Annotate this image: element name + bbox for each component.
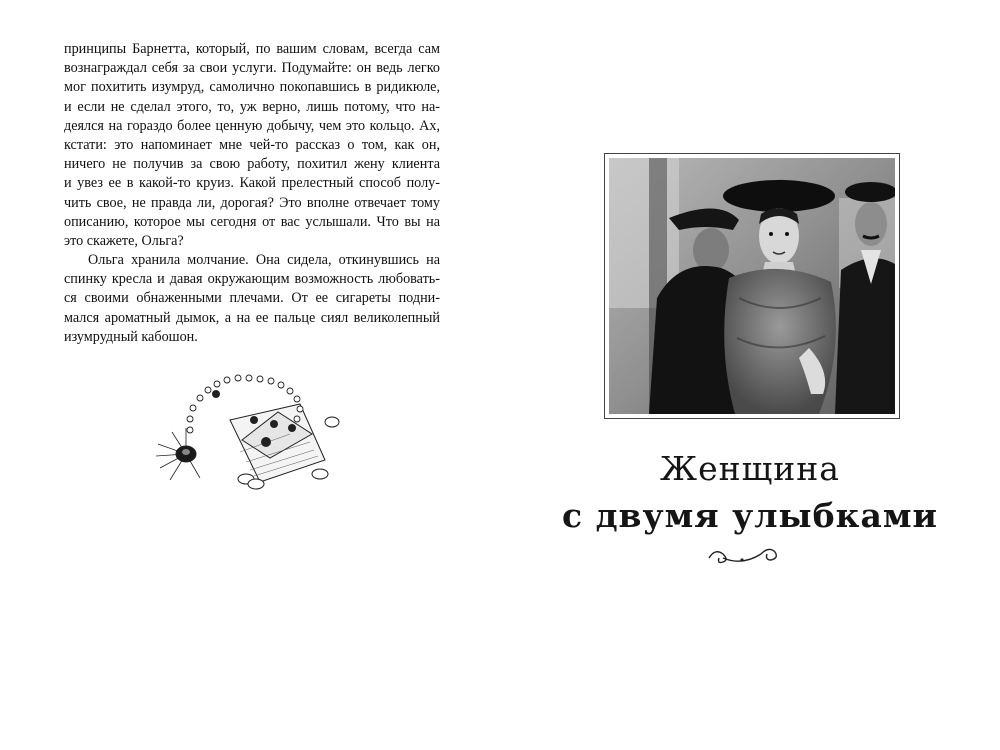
- text-line: мался ароматный дымок, а на ее пальце сиял великолепный: [64, 309, 440, 326]
- text-line: спинку кресла и давая окружающим возможность любовать-: [64, 271, 440, 288]
- text-line: Ольга хранила молчание. Она сидела, откинувшись на: [88, 252, 440, 269]
- text-line: изумрудный кабошон.: [64, 328, 198, 345]
- text-line: чить свое, не правда ли, дорогая? Это вполне отвечает тому: [64, 194, 440, 211]
- text-line: ся своими обнаженными плечами. От ее сигареты подни-: [64, 290, 440, 307]
- text-line: вознаграждал себя за свои услуги. Подумайте: он ведь легко: [64, 60, 440, 77]
- necklace-coins-icon: [150, 362, 360, 502]
- text-line: и если не сделал этого, то, уж верно, лишь потому, что на-: [64, 98, 440, 115]
- text-line: принципы Барнетта, который, по вашим словам, всегда сам: [64, 41, 440, 57]
- text-line: и увез ее в какой-то круиз. Какой прелестный способ полу-: [64, 175, 440, 192]
- body-text: [64, 40, 440, 347]
- text-line: ничего не получив за свою работу, похитил жену клиента: [64, 156, 440, 173]
- plate-frame: [604, 153, 900, 419]
- right-page: [500, 0, 1000, 750]
- text-line: мог похитить изумруд, самолично покопавшись в ридикюле,: [64, 79, 440, 96]
- chapter-title-line1: Женщина: [660, 449, 840, 488]
- text-line: кстати: это напоминает мне чей-то рассказ о том, как он,: [64, 136, 440, 153]
- chapter-title-line2: с двумя улыбками: [561, 496, 938, 535]
- text-line: деялся на гораздо более ценную добычу, чем это кольцо. Ах,: [64, 117, 440, 134]
- flourish-ornament-icon: [705, 542, 780, 570]
- text-line: это скажете, Ольга?: [64, 232, 184, 249]
- painting-couple-icon: [609, 158, 895, 414]
- text-line: описанию, которое мы сегодня от вас услышали. Что вы на: [64, 213, 440, 230]
